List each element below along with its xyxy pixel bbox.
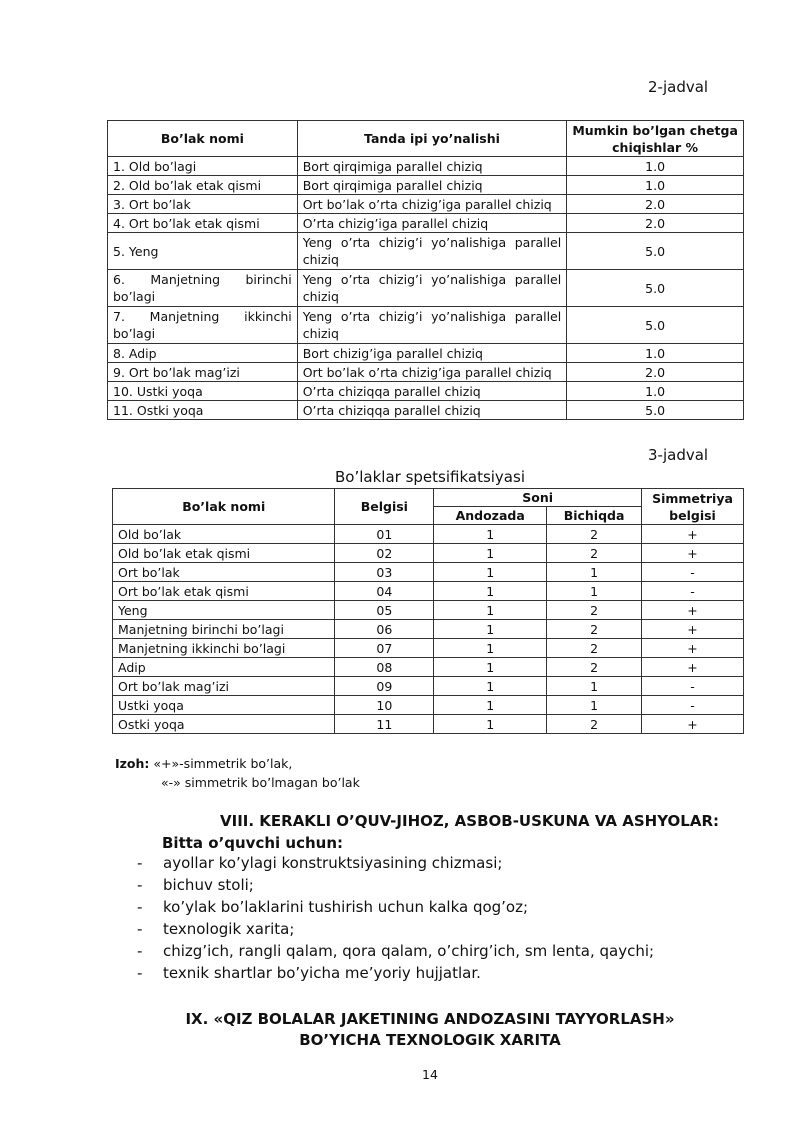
cell-thread-direction: O’rta chiziqqa parallel chiziq bbox=[297, 382, 567, 401]
cell-part-name: 3. Ort bo’lak bbox=[108, 195, 298, 214]
cell-pattern: 1 bbox=[434, 525, 547, 544]
dash-bullet-icon: - bbox=[137, 898, 143, 916]
list-item-text: ayollar ko’ylagi konstruktsiyasining chizmasi; bbox=[163, 854, 503, 872]
cell-thread-direction: Yeng o’rta chizig’i yo’nalishiga parallel chiziq bbox=[297, 233, 567, 270]
list-item-text: ko’ylak bo’laklarini tushirish uchun kalka qog’oz; bbox=[163, 898, 529, 916]
cell-code: 06 bbox=[335, 620, 434, 639]
section8-list bbox=[137, 854, 655, 986]
table-row bbox=[113, 582, 744, 601]
cell-cut: 2 bbox=[547, 639, 642, 658]
cell-pattern: 1 bbox=[434, 601, 547, 620]
list-item bbox=[137, 898, 654, 920]
cell-thread-direction: Bort qirqimiga parallel chiziq bbox=[297, 176, 567, 195]
table-row bbox=[113, 696, 744, 715]
table-row bbox=[113, 620, 744, 639]
table-row bbox=[113, 658, 744, 677]
cell-cut: 1 bbox=[547, 677, 642, 696]
table3-header-name: Bo’lak nomi bbox=[113, 489, 335, 525]
table2-header-name: Bo’lak nomi bbox=[108, 121, 298, 157]
table-row bbox=[108, 176, 744, 195]
list-item bbox=[137, 920, 654, 942]
cell-part-name: 6. Manjetning birinchi bo’lagi bbox=[108, 270, 298, 307]
cell-code: 11 bbox=[335, 715, 434, 734]
table-row bbox=[108, 270, 744, 307]
cell-cut: 2 bbox=[547, 544, 642, 563]
cell-name: Ort bo’lak bbox=[113, 563, 335, 582]
cell-cut: 1 bbox=[547, 696, 642, 715]
table-2 bbox=[107, 120, 744, 420]
section8-title: VIII. KERAKLI O’QUV-JIHOZ, ASBOB-USKUNA VA ASHYOLAR: bbox=[220, 812, 720, 830]
table3-header-cut: Bichiqda bbox=[547, 507, 642, 525]
table-row bbox=[113, 563, 744, 582]
cell-cut: 2 bbox=[547, 658, 642, 677]
cell-code: 03 bbox=[335, 563, 434, 582]
cell-thread-direction: Bort qirqimiga parallel chiziq bbox=[297, 157, 567, 176]
list-item bbox=[137, 964, 654, 986]
cell-part-name: 7. Manjetning ikkinchi bo’lagi bbox=[108, 307, 298, 344]
cell-name: Yeng bbox=[113, 601, 335, 620]
table3-header-symmetry: Simmetriya belgisi bbox=[642, 489, 744, 525]
cell-name: Ort bo’lak etak qismi bbox=[113, 582, 335, 601]
cell-name: Ustki yoqa bbox=[113, 696, 335, 715]
cell-thread-direction: Bort chizig’iga parallel chiziq bbox=[297, 344, 567, 363]
table-3 bbox=[112, 488, 744, 734]
cell-part-name: 4. Ort bo’lak etak qismi bbox=[108, 214, 298, 233]
list-item bbox=[137, 876, 654, 898]
list-item bbox=[137, 854, 654, 876]
table-row bbox=[113, 525, 744, 544]
table-row bbox=[113, 639, 744, 658]
table3-title: Bo’laklar spetsifikatsiyasi bbox=[335, 468, 525, 486]
table-row bbox=[108, 157, 744, 176]
cell-deviation: 1.0 bbox=[567, 344, 744, 363]
dash-bullet-icon: - bbox=[137, 942, 143, 960]
list-item bbox=[137, 942, 655, 964]
list-item-text: texnologik xarita; bbox=[163, 920, 295, 938]
cell-deviation: 5.0 bbox=[567, 270, 744, 307]
cell-sym: + bbox=[642, 525, 744, 544]
cell-code: 05 bbox=[335, 601, 434, 620]
dash-bullet-icon: - bbox=[137, 876, 143, 894]
table-row bbox=[108, 363, 744, 382]
table-row bbox=[108, 195, 744, 214]
table-row bbox=[113, 677, 744, 696]
cell-name: Manjetning ikkinchi bo’lagi bbox=[113, 639, 335, 658]
table2-label: 2-jadval bbox=[648, 78, 709, 96]
cell-cut: 2 bbox=[547, 620, 642, 639]
cell-code: 07 bbox=[335, 639, 434, 658]
cell-sym: - bbox=[642, 563, 744, 582]
cell-part-name: 1. Old bo’lagi bbox=[108, 157, 298, 176]
cell-cut: 2 bbox=[547, 525, 642, 544]
cell-code: 04 bbox=[335, 582, 434, 601]
note-label: Izoh: bbox=[115, 756, 150, 771]
section9-title-line1: IX. «QIZ BOLALAR JAKETINING ANDOZASINI TAYYORLASH» bbox=[185, 1010, 675, 1028]
note-line2: «-» simmetrik bo’lmagan bo’lak bbox=[161, 775, 360, 790]
cell-sym: - bbox=[642, 582, 744, 601]
cell-thread-direction: O’rta chiziqqa parallel chiziq bbox=[297, 401, 567, 420]
cell-name: Manjetning birinchi bo’lagi bbox=[113, 620, 335, 639]
table3-header-count: Soni bbox=[434, 489, 642, 507]
cell-thread-direction: Yeng o’rta chizig’i yo’nalishiga parallel chiziq bbox=[297, 270, 567, 307]
cell-pattern: 1 bbox=[434, 620, 547, 639]
list-item-text: texnik shartlar bo’yicha me’yoriy hujjatlar. bbox=[163, 964, 481, 982]
note-line1: «+»-simmetrik bo’lak, bbox=[153, 756, 293, 771]
table2-header-direction: Tanda ipi yo’nalishi bbox=[297, 121, 567, 157]
note bbox=[115, 756, 292, 771]
cell-code: 02 bbox=[335, 544, 434, 563]
dash-bullet-icon: - bbox=[137, 964, 143, 982]
table-row bbox=[108, 401, 744, 420]
cell-pattern: 1 bbox=[434, 544, 547, 563]
cell-pattern: 1 bbox=[434, 563, 547, 582]
cell-thread-direction: Yeng o’rta chizig’i yo’nalishiga parallel chiziq bbox=[297, 307, 567, 344]
cell-pattern: 1 bbox=[434, 639, 547, 658]
cell-name: Ostki yoqa bbox=[113, 715, 335, 734]
cell-pattern: 1 bbox=[434, 658, 547, 677]
cell-sym: - bbox=[642, 696, 744, 715]
cell-pattern: 1 bbox=[434, 715, 547, 734]
table-row bbox=[108, 344, 744, 363]
table3-header-code: Belgisi bbox=[335, 489, 434, 525]
section8-subtitle: Bitta o’quvchi uchun: bbox=[162, 834, 343, 852]
cell-sym: + bbox=[642, 639, 744, 658]
cell-deviation: 5.0 bbox=[567, 307, 744, 344]
cell-part-name: 8. Adip bbox=[108, 344, 298, 363]
cell-deviation: 1.0 bbox=[567, 382, 744, 401]
cell-cut: 1 bbox=[547, 563, 642, 582]
table-row bbox=[113, 715, 744, 734]
cell-deviation: 1.0 bbox=[567, 176, 744, 195]
cell-part-name: 11. Ostki yoqa bbox=[108, 401, 298, 420]
list-item-text: bichuv stoli; bbox=[163, 876, 254, 894]
cell-name: Old bo’lak bbox=[113, 525, 335, 544]
table-row bbox=[113, 544, 744, 563]
cell-part-name: 9. Ort bo’lak mag’izi bbox=[108, 363, 298, 382]
table3-label: 3-jadval bbox=[648, 446, 709, 464]
cell-sym: + bbox=[642, 620, 744, 639]
cell-deviation: 1.0 bbox=[567, 157, 744, 176]
table-row bbox=[108, 307, 744, 344]
cell-name: Old bo’lak etak qismi bbox=[113, 544, 335, 563]
cell-sym: - bbox=[642, 677, 744, 696]
table2-header-deviation: Mumkin bo’lgan chetga chiqishlar % bbox=[567, 121, 744, 157]
section9-title-line2: BO’YICHA TEXNOLOGIK XARITA bbox=[299, 1031, 561, 1049]
table-row bbox=[108, 233, 744, 270]
cell-deviation: 5.0 bbox=[567, 401, 744, 420]
cell-cut: 2 bbox=[547, 715, 642, 734]
cell-code: 10 bbox=[335, 696, 434, 715]
cell-name: Adip bbox=[113, 658, 335, 677]
cell-cut: 1 bbox=[547, 582, 642, 601]
cell-pattern: 1 bbox=[434, 582, 547, 601]
cell-cut: 2 bbox=[547, 601, 642, 620]
table-row bbox=[108, 382, 744, 401]
table-row bbox=[108, 214, 744, 233]
cell-deviation: 2.0 bbox=[567, 363, 744, 382]
cell-code: 01 bbox=[335, 525, 434, 544]
cell-sym: + bbox=[642, 544, 744, 563]
cell-sym: + bbox=[642, 601, 744, 620]
cell-part-name: 10. Ustki yoqa bbox=[108, 382, 298, 401]
cell-part-name: 5. Yeng bbox=[108, 233, 298, 270]
cell-sym: + bbox=[642, 658, 744, 677]
cell-thread-direction: O’rta chizig’iga parallel chiziq bbox=[297, 214, 567, 233]
list-item-text: chizg’ich, rangli qalam, qora qalam, o’chirg’ich, sm lenta, qaychi; bbox=[163, 942, 655, 960]
cell-sym: + bbox=[642, 715, 744, 734]
page-number: 14 bbox=[422, 1067, 438, 1082]
dash-bullet-icon: - bbox=[137, 920, 143, 938]
cell-pattern: 1 bbox=[434, 696, 547, 715]
dash-bullet-icon: - bbox=[137, 854, 143, 872]
cell-deviation: 2.0 bbox=[567, 195, 744, 214]
cell-name: Ort bo’lak mag’izi bbox=[113, 677, 335, 696]
cell-thread-direction: Ort bo’lak o’rta chizig’iga parallel chiziq bbox=[297, 363, 567, 382]
cell-code: 09 bbox=[335, 677, 434, 696]
cell-pattern: 1 bbox=[434, 677, 547, 696]
cell-part-name: 2. Old bo’lak etak qismi bbox=[108, 176, 298, 195]
cell-thread-direction: Ort bo’lak o’rta chizig’iga parallel chiziq bbox=[297, 195, 567, 214]
cell-code: 08 bbox=[335, 658, 434, 677]
cell-deviation: 5.0 bbox=[567, 233, 744, 270]
table3-header-pattern: Andozada bbox=[434, 507, 547, 525]
cell-deviation: 2.0 bbox=[567, 214, 744, 233]
table-row bbox=[113, 601, 744, 620]
